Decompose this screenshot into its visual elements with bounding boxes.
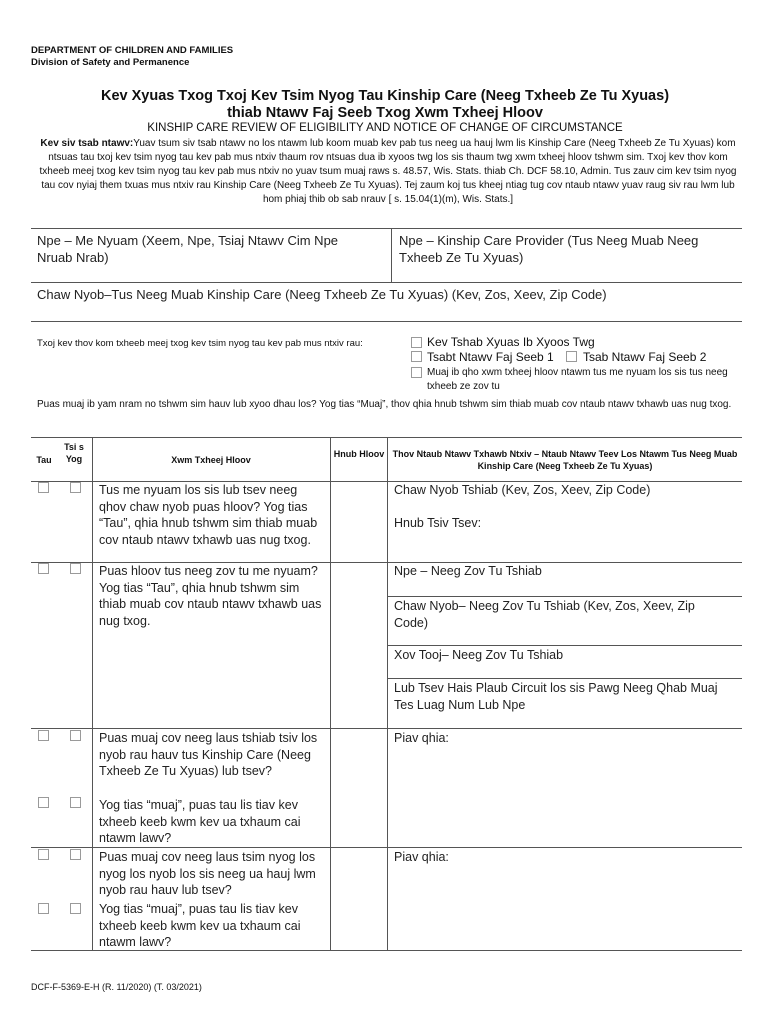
row2-caregiver-name-field[interactable]: Npe – Neeg Zov Tu Tshiab — [394, 564, 542, 578]
row-border — [31, 728, 742, 729]
table-column-divider — [330, 437, 331, 950]
divider — [31, 321, 742, 322]
row-border — [31, 847, 742, 848]
annual-review-checkbox[interactable] — [411, 337, 422, 348]
usage-notice — [36, 137, 740, 207]
divider — [31, 228, 742, 229]
notice-1-checkbox[interactable] — [411, 351, 422, 362]
row2-question: Puas hloov tus neeg zov tu me nyuam? Yog tias “Tau”, qhia hnub tshwm sim thiab muab cov ntaub ntawv txhawb uas nug txog. — [99, 564, 322, 628]
row1-no-checkbox[interactable] — [70, 482, 81, 493]
usage-notice-text: Yuav tsum siv tsab ntawv no los ntawm lub koom muab kev pab tus neeg ua hauj lwm lis Kinship Care (Neeg Txheeb Ze Tu Xyuas) kom ntsuas tau txoj kev tsim nyog tau kev pab mus ntxiv thaum rov ntsuas dua ib xyoos twg los sis thaum twg xwm txheej hloov tshwm sim. Txoj kev thov kom txheeb meej txog kev tsim nyog tau kev pab mus ntxiv no yuav tsum muaj raws s. 48.57, Wis. Stats. thiab Ch. DCF 58.10, Admin. Tus zauv cim kev tsim nyog tau cov nyiaj them txuas mus ntxiv rau Kinship Care (Neeg Txheeb Ze Tu Xyuas). Tej zaum koj tus kheej ntiag tug cov ntaub ntawv yuav raug siv rau lwm lub hom phiaj thib ob sab nrauv [ s. 15.04(1)(m), Wis. Stats.] — [39, 138, 737, 205]
row3-no-checkbox[interactable] — [70, 730, 81, 741]
col-header-info: Thov Ntaub Ntawv Txhawb Ntxiv – Ntaub Ntawv Teev Los Ntawm Tus Neeg Muab Kinship Care (Neeg Txheeb Ze Tu Xyuas) — [392, 449, 738, 471]
row2-no-checkbox[interactable] — [70, 563, 81, 574]
agency-header — [31, 45, 233, 69]
provider-name-field[interactable]: Npe – Kinship Care Provider (Tus Neeg Muab Neeg Txheeb Ze Tu Xyuas) — [399, 233, 699, 265]
child-name-field[interactable]: Npe – Me Nyuam (Xeem, Npe, Tsiaj Ntawv Cim Npe Nruab Nrab) — [37, 233, 339, 265]
col-header-date: Hnub Hloov — [333, 449, 385, 459]
row1-new-address-field[interactable]: Chaw Nyob Tshiab (Kev, Zos, Xeev, Zip Code) — [394, 483, 651, 497]
row4-followup-question: Yog tias “muaj”, puas tau lis tiav kev txheeb keeb kwm kev ua txhaum cai ntawm lawv? — [99, 902, 301, 949]
form-subtitle: KINSHIP CARE REVIEW OF ELIGIBILITY AND NOTICE OF CHANGE OF CIRCUMSTANCE — [147, 122, 623, 134]
row3-explain-field[interactable]: Piav qhia: — [394, 731, 449, 745]
form-number: DCF-F-5369-E-H (R. 11/2020) (T. 03/2021) — [31, 982, 202, 992]
row2-court-field[interactable]: Lub Tsev Hais Plaub Circuit los sis Pawg Neeg Qhab Muaj Tes Luag Num Lub Npe — [394, 681, 718, 712]
row2-yes-checkbox[interactable] — [38, 563, 49, 574]
notice-2-checkbox[interactable] — [566, 351, 577, 362]
col-header-yes: Tau — [36, 455, 52, 465]
table-column-divider — [92, 437, 93, 950]
form-title-line1: Kev Xyuas Txog Txoj Kev Tsim Nyog Tau Kinship Care (Neeg Txheeb Ze Tu Xyuas) — [100, 88, 670, 104]
row2-caregiver-address-field[interactable]: Chaw Nyob– Neeg Zov Tu Tshiab (Kev, Zos, Xeev, Zip Code) — [394, 599, 695, 630]
division-name: Division of Safety and Permanence — [31, 57, 190, 68]
question-intro: Puas muaj ib yam nram no tshwm sim hauv lub xyoo dhau los? Yog tias “Muaj”, thov qhia hnub tshwm sim thiab muab cov ntaub ntawv txhawb uas nug txog. — [37, 399, 732, 410]
change-circumstance-checkbox[interactable] — [411, 367, 422, 378]
form-title-line2: thiab Ntawv Faj Seeb Txog Xwm Txheej Hloov — [227, 105, 543, 121]
row3-check-yes-checkbox[interactable] — [38, 797, 49, 808]
row1-question: Tus me nyuam los sis lub tsev neeg qhov chaw nyob puas hloov? Yog tias “Tau”, qhia hnub tshwm sim thiab muab cov ntaub ntawv txhawb uas nug txog. — [99, 483, 318, 547]
department-name: DEPARTMENT OF CHILDREN AND FAMILIES — [31, 45, 234, 56]
request-prompt: Txoj kev thov kom txheeb meej txog kev tsim nyog tau kev pab mus ntxiv rau: — [37, 338, 363, 349]
row4-explain-field[interactable]: Piav qhia: — [394, 850, 449, 864]
change-circumstance-label: Muaj ib qho xwm txheej hloov ntawm tus me nyuam los sis tus neeg txheeb ze zov tu — [427, 367, 728, 392]
divider — [31, 282, 742, 283]
col-header-no: Tsi s Yog — [64, 442, 84, 464]
subrow-border — [387, 645, 742, 646]
table-bottom-border — [31, 950, 742, 951]
row4-check-yes-checkbox[interactable] — [38, 903, 49, 914]
usage-notice-label: Kev siv tsab ntawv: — [40, 138, 134, 149]
provider-address-field[interactable]: Chaw Nyob–Tus Neeg Muab Kinship Care (Neeg Txheeb Ze Tu Xyuas) (Kev, Zos, Xeev, Zip Code) — [37, 287, 607, 302]
row3-question: Puas muaj cov neeg laus tshiab tsiv los nyob rau hauv tus Kinship Care (Neeg Txheeb Ze Tu Xyuas) lub tsev? — [99, 731, 318, 778]
table-column-divider — [387, 437, 388, 950]
row2-caregiver-phone-field[interactable]: Xov Tooj– Neeg Zov Tu Tshiab — [394, 648, 564, 662]
annual-review-label: Kev Tshab Xyuas Ib Xyoos Twg — [427, 335, 595, 349]
row4-yes-checkbox[interactable] — [38, 849, 49, 860]
row3-yes-checkbox[interactable] — [38, 730, 49, 741]
subrow-border — [387, 678, 742, 679]
row1-move-date-field[interactable]: Hnub Tsiv Tsev: — [394, 516, 482, 530]
row4-check-no-checkbox[interactable] — [70, 903, 81, 914]
row4-question: Puas muaj cov neeg laus tsim nyog los nyog los nyob los sis neeg ua hauj lwm nyob rau hauv lub tsev? — [99, 850, 316, 897]
row4-no-checkbox[interactable] — [70, 849, 81, 860]
subrow-border — [387, 596, 742, 597]
row1-yes-checkbox[interactable] — [38, 482, 49, 493]
row3-check-no-checkbox[interactable] — [70, 797, 81, 808]
notice-1-label: Tsabt Ntawv Faj Seeb 1 — [427, 350, 554, 364]
notice-2-label: Tsab Ntawv Faj Seeb 2 — [583, 350, 707, 364]
row3-followup-question: Yog tias “muaj”, puas tau lis tiav kev txheeb keeb kwm kev ua txhaum cai ntawm lawv? — [99, 798, 301, 845]
col-header-event: Xwm Txheej Hloov — [171, 455, 251, 465]
row1-date-field[interactable] — [332, 482, 386, 562]
divider — [391, 228, 392, 282]
